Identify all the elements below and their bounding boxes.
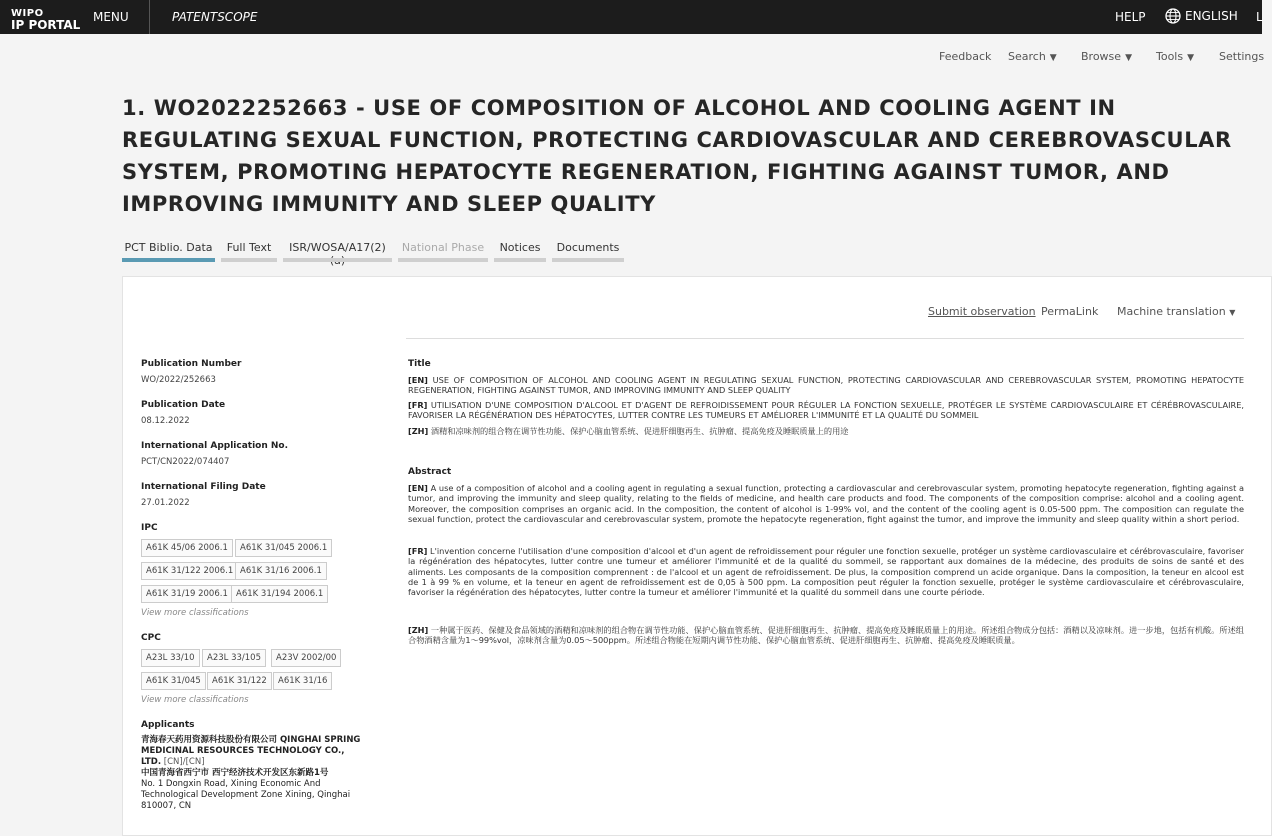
tab-label: Notices <box>499 241 541 254</box>
abstract-en <box>408 483 1244 524</box>
browse-menu[interactable] <box>1081 50 1132 63</box>
ipc-label: IPC <box>141 523 158 533</box>
lang-tag: [EN] <box>408 375 428 385</box>
page-title: 1. WO2022252663 - USE OF COMPOSITION OF ALCOHOL AND COOLING AGENT IN REGULATING SEXUAL FUNCTION, PROTECTING CARDIOVASCULAR AND CEREBROVASCULAR SYSTEM, PROMOTING HEPATOCYTE REGENERATION, FIGHTING AGAINST TUMOR, AND IMPROVING IMMUNITY AND SLEEP QUALITY <box>122 96 1232 216</box>
cpc-chip[interactable]: A61K 31/045 <box>141 672 206 690</box>
browse-menu-label: Browse <box>1081 50 1122 63</box>
login-link[interactable]: L <box>1256 10 1263 24</box>
permalink-link[interactable]: PermaLink <box>1041 305 1099 318</box>
submit-observation-link[interactable]: Submit observation <box>928 305 1036 318</box>
publication-number-label: Publication Number <box>141 359 242 369</box>
tab-label: PCT Biblio. Data <box>124 241 213 254</box>
cpc-more-link[interactable]: View more classifications <box>141 695 249 705</box>
lang-tag: [ZH] <box>408 426 429 436</box>
publication-date: 08.12.2022 <box>141 416 190 426</box>
settings-link[interactable]: Settings <box>1219 50 1265 63</box>
tools-menu-label: Tools <box>1156 50 1184 63</box>
lang-tag: [FR] <box>408 400 428 410</box>
ipc-chip[interactable]: A61K 31/19 2006.1 <box>141 585 233 603</box>
caret-down-icon: ▼ <box>1125 53 1132 63</box>
divider <box>149 0 150 34</box>
tab-label: Documents <box>556 241 620 254</box>
tab-indicator <box>398 258 488 262</box>
title-zh-text: 酒精和凉味剂的组合物在调节性功能、保护心脑血管系统、促进肝细胞再生、抗肿瘤、提高免疫及睡眠质量上的用途 <box>430 426 849 436</box>
tab-isr[interactable] <box>283 241 392 267</box>
ipc-more-link[interactable]: View more classifications <box>141 608 249 618</box>
tab-label: ISR/WOSA/A17(2) <box>289 241 386 254</box>
ipc-chip[interactable]: A61K 31/122 2006.1 <box>141 562 238 580</box>
tab-indicator <box>494 258 546 262</box>
filing-date: 27.01.2022 <box>141 498 190 508</box>
menu-button[interactable]: MENU <box>93 10 129 24</box>
applicant-country: [CN]/[CN] <box>163 757 205 767</box>
lang-tag: [ZH] <box>408 625 429 635</box>
abstract-zh <box>408 625 1244 646</box>
tab-label: National Phase <box>401 241 485 254</box>
search-menu[interactable] <box>1008 50 1057 63</box>
publication-number: WO/2022/252663 <box>141 375 216 385</box>
applicant-entry <box>141 735 361 812</box>
international-application: PCT/CN2022/074407 <box>141 457 230 467</box>
machine-translation-label: Machine translation <box>1117 305 1226 318</box>
applicant-address-en: No. 1 Dongxin Road, Xining Economic And Technological Development Zone Xining, Qinghai 810007, CN <box>141 779 351 811</box>
tab-national-phase <box>398 241 488 254</box>
abstract-heading: Abstract <box>408 467 452 477</box>
abstract-fr-text: L'invention concerne l'utilisation d'une composition d'alcool et d'un agent de refroidissement pour réguler une fonction sexuelle, protéger un système cardiovasculaire et cérébrovasculaire, favoriser la régénération des hépatocytes, lutter contre une tumeur et améliorer l'immunité et de la qualité du sommeil, se rapportant aux domaines de la médecine, des produits de soins de santé et des aliments. Les composants de la composition comprennent : de l'alcool et un agent de refroidissement. De plus, la composition comprend un acide organique. Dans la composition, la teneur en alcool est de 1 à 99 % en volume, et la teneur en agent de refroidissement est de 0,05 à 500 ppm. La composition peut réguler la fonction sexuelle, protéger le système cardiovasculaire et cérébrovasculaire, favoriser la régénération des hépatocytes, lutter contre la tumeur et améliorer l'immunité et la qualité du sommeil dans une courte période. <box>408 546 1244 598</box>
wipo-logo[interactable] <box>11 6 80 30</box>
language-label: ENGLISH <box>1185 9 1238 23</box>
tab-documents[interactable] <box>552 241 624 254</box>
ipc-chip[interactable]: A61K 31/194 2006.1 <box>231 585 328 603</box>
abstract-fr <box>408 546 1244 597</box>
title-heading: Title <box>408 359 431 369</box>
cpc-label: CPC <box>141 633 161 643</box>
top-bar <box>0 0 1262 34</box>
divider <box>406 338 1244 339</box>
filing-date-label: International Filing Date <box>141 482 266 492</box>
help-link[interactable]: HELP <box>1115 10 1146 24</box>
ipc-chip[interactable]: A61K 31/16 2006.1 <box>235 562 327 580</box>
search-menu-label: Search <box>1008 50 1046 63</box>
ipc-chip[interactable]: A61K 31/045 2006.1 <box>235 539 332 557</box>
abstract-en-text: A use of a composition of alcohol and a cooling agent in regulating a sexual function, protecting a cardiovascular and cerebrovascular system, promoting hepatocyte regeneration, fighting against a tumor, and improving the immunity and sleep quality, relating to the fields of medicine, and health care products and food. The components of the composition comprise: alcohol and a cooling agent. Moreover, the composition comprises an organic acid. In the composition, the content of alcohol is 1-99% vol, and the content of the cooling agent is 0.05-500 ppm. The composition can regulate the sexual function, protect the cardiovascular and cerebrovascular system, promote the hepatocyte regeneration, fight against the tumor, and improve the immunity and sleep quality within a short period. <box>408 483 1244 524</box>
ipc-chip[interactable]: A61K 45/06 2006.1 <box>141 539 233 557</box>
caret-down-icon: ▼ <box>1229 308 1236 317</box>
tab-full-text[interactable] <box>221 241 277 254</box>
logo-line1: WIPO <box>11 8 44 19</box>
product-link[interactable]: PATENTSCOPE <box>172 10 258 24</box>
language-selector[interactable] <box>1165 8 1238 24</box>
title-zh <box>408 426 1244 436</box>
lang-tag: [EN] <box>408 483 428 493</box>
cpc-chip[interactable]: A61K 31/122 <box>207 672 272 690</box>
cpc-chip[interactable]: A23V 2002/00 <box>271 649 341 667</box>
applicant-name: 青海春天药用资源科技股份有限公司 QINGHAI SPRING MEDICINAL RESOURCES TECHNOLOGY CO., LTD. <box>141 735 361 767</box>
feedback-link[interactable]: Feedback <box>939 50 992 63</box>
tab-indicator <box>122 258 215 262</box>
cpc-chip[interactable]: A23L 33/105 <box>202 649 266 667</box>
title-en <box>408 375 1244 396</box>
abstract-zh-text: 一种属于医药、保健及食品领域的酒精和凉味剂的组合物在调节性功能、保护心脑血管系统、促进肝细胞再生、抗肿瘤、提高免疫及睡眠质量上的用途。所述组合物成分包括：酒精以及凉味剂。进一步地，包括有机酸。所述组合物酒精含量为1～99%vol，凉味剂含量为0.05～500ppm。所述组合物能在短期内调节性功能、保护心脑血管系统、促进肝细胞再生、抗肿瘤、提高免疫及睡眠质量。 <box>408 625 1244 646</box>
international-application-label: International Application No. <box>141 441 289 451</box>
tab-notices[interactable] <box>494 241 546 254</box>
globe-icon <box>1165 8 1181 24</box>
applicant-address-zh: 中国青海省西宁市 西宁经济技术开发区东新路1号 <box>141 768 329 778</box>
tab-label: Full Text <box>226 241 272 254</box>
title-en-text: USE OF COMPOSITION OF ALCOHOL AND COOLING AGENT IN REGULATING SEXUAL FUNCTION, PROTECTING CARDIOVASCULAR AND CEREBROVASCULAR SYSTEM, PROMOTING HEPATOCYTE REGENERATION, FIGHTING AGAINST TUMOR, AND IMPROVING IMMUNITY AND SLEEP QUALITY <box>408 375 1245 396</box>
title-fr-text: UTILISATION D'UNE COMPOSITION D'ALCOOL ET D'AGENT DE REFROIDISSEMENT POUR RÉGULER LA FONCTION SEXUELLE, PROTÉGER LE SYSTÈME CARDIOVASCULAIRE ET CÉRÉBROVASCULAIRE, FAVORISER LA RÉGÉNÉRATION DES HÉPATOCYTES, LUTTER CONTRE LES TUMEURS ET AMÉLIORER L'IMMUNITÉ ET LA QUALITÉ DU SOMMEIL <box>408 400 1244 421</box>
tab-indicator <box>552 258 624 262</box>
tools-menu[interactable] <box>1156 50 1194 63</box>
title-fr <box>408 400 1244 421</box>
tab-indicator <box>283 258 392 262</box>
tab-pct-biblio[interactable] <box>122 241 215 254</box>
machine-translation-dropdown[interactable] <box>1117 305 1235 318</box>
applicants-label: Applicants <box>141 720 195 730</box>
caret-down-icon: ▼ <box>1187 53 1195 63</box>
logo-line2: IP PORTAL <box>11 18 81 32</box>
caret-down-icon: ▼ <box>1049 53 1057 63</box>
publication-date-label: Publication Date <box>141 400 226 410</box>
cpc-chip[interactable]: A61K 31/16 <box>273 672 332 690</box>
cpc-chip[interactable]: A23L 33/10 <box>141 649 200 667</box>
lang-tag: [FR] <box>408 546 428 556</box>
tab-indicator <box>221 258 277 262</box>
